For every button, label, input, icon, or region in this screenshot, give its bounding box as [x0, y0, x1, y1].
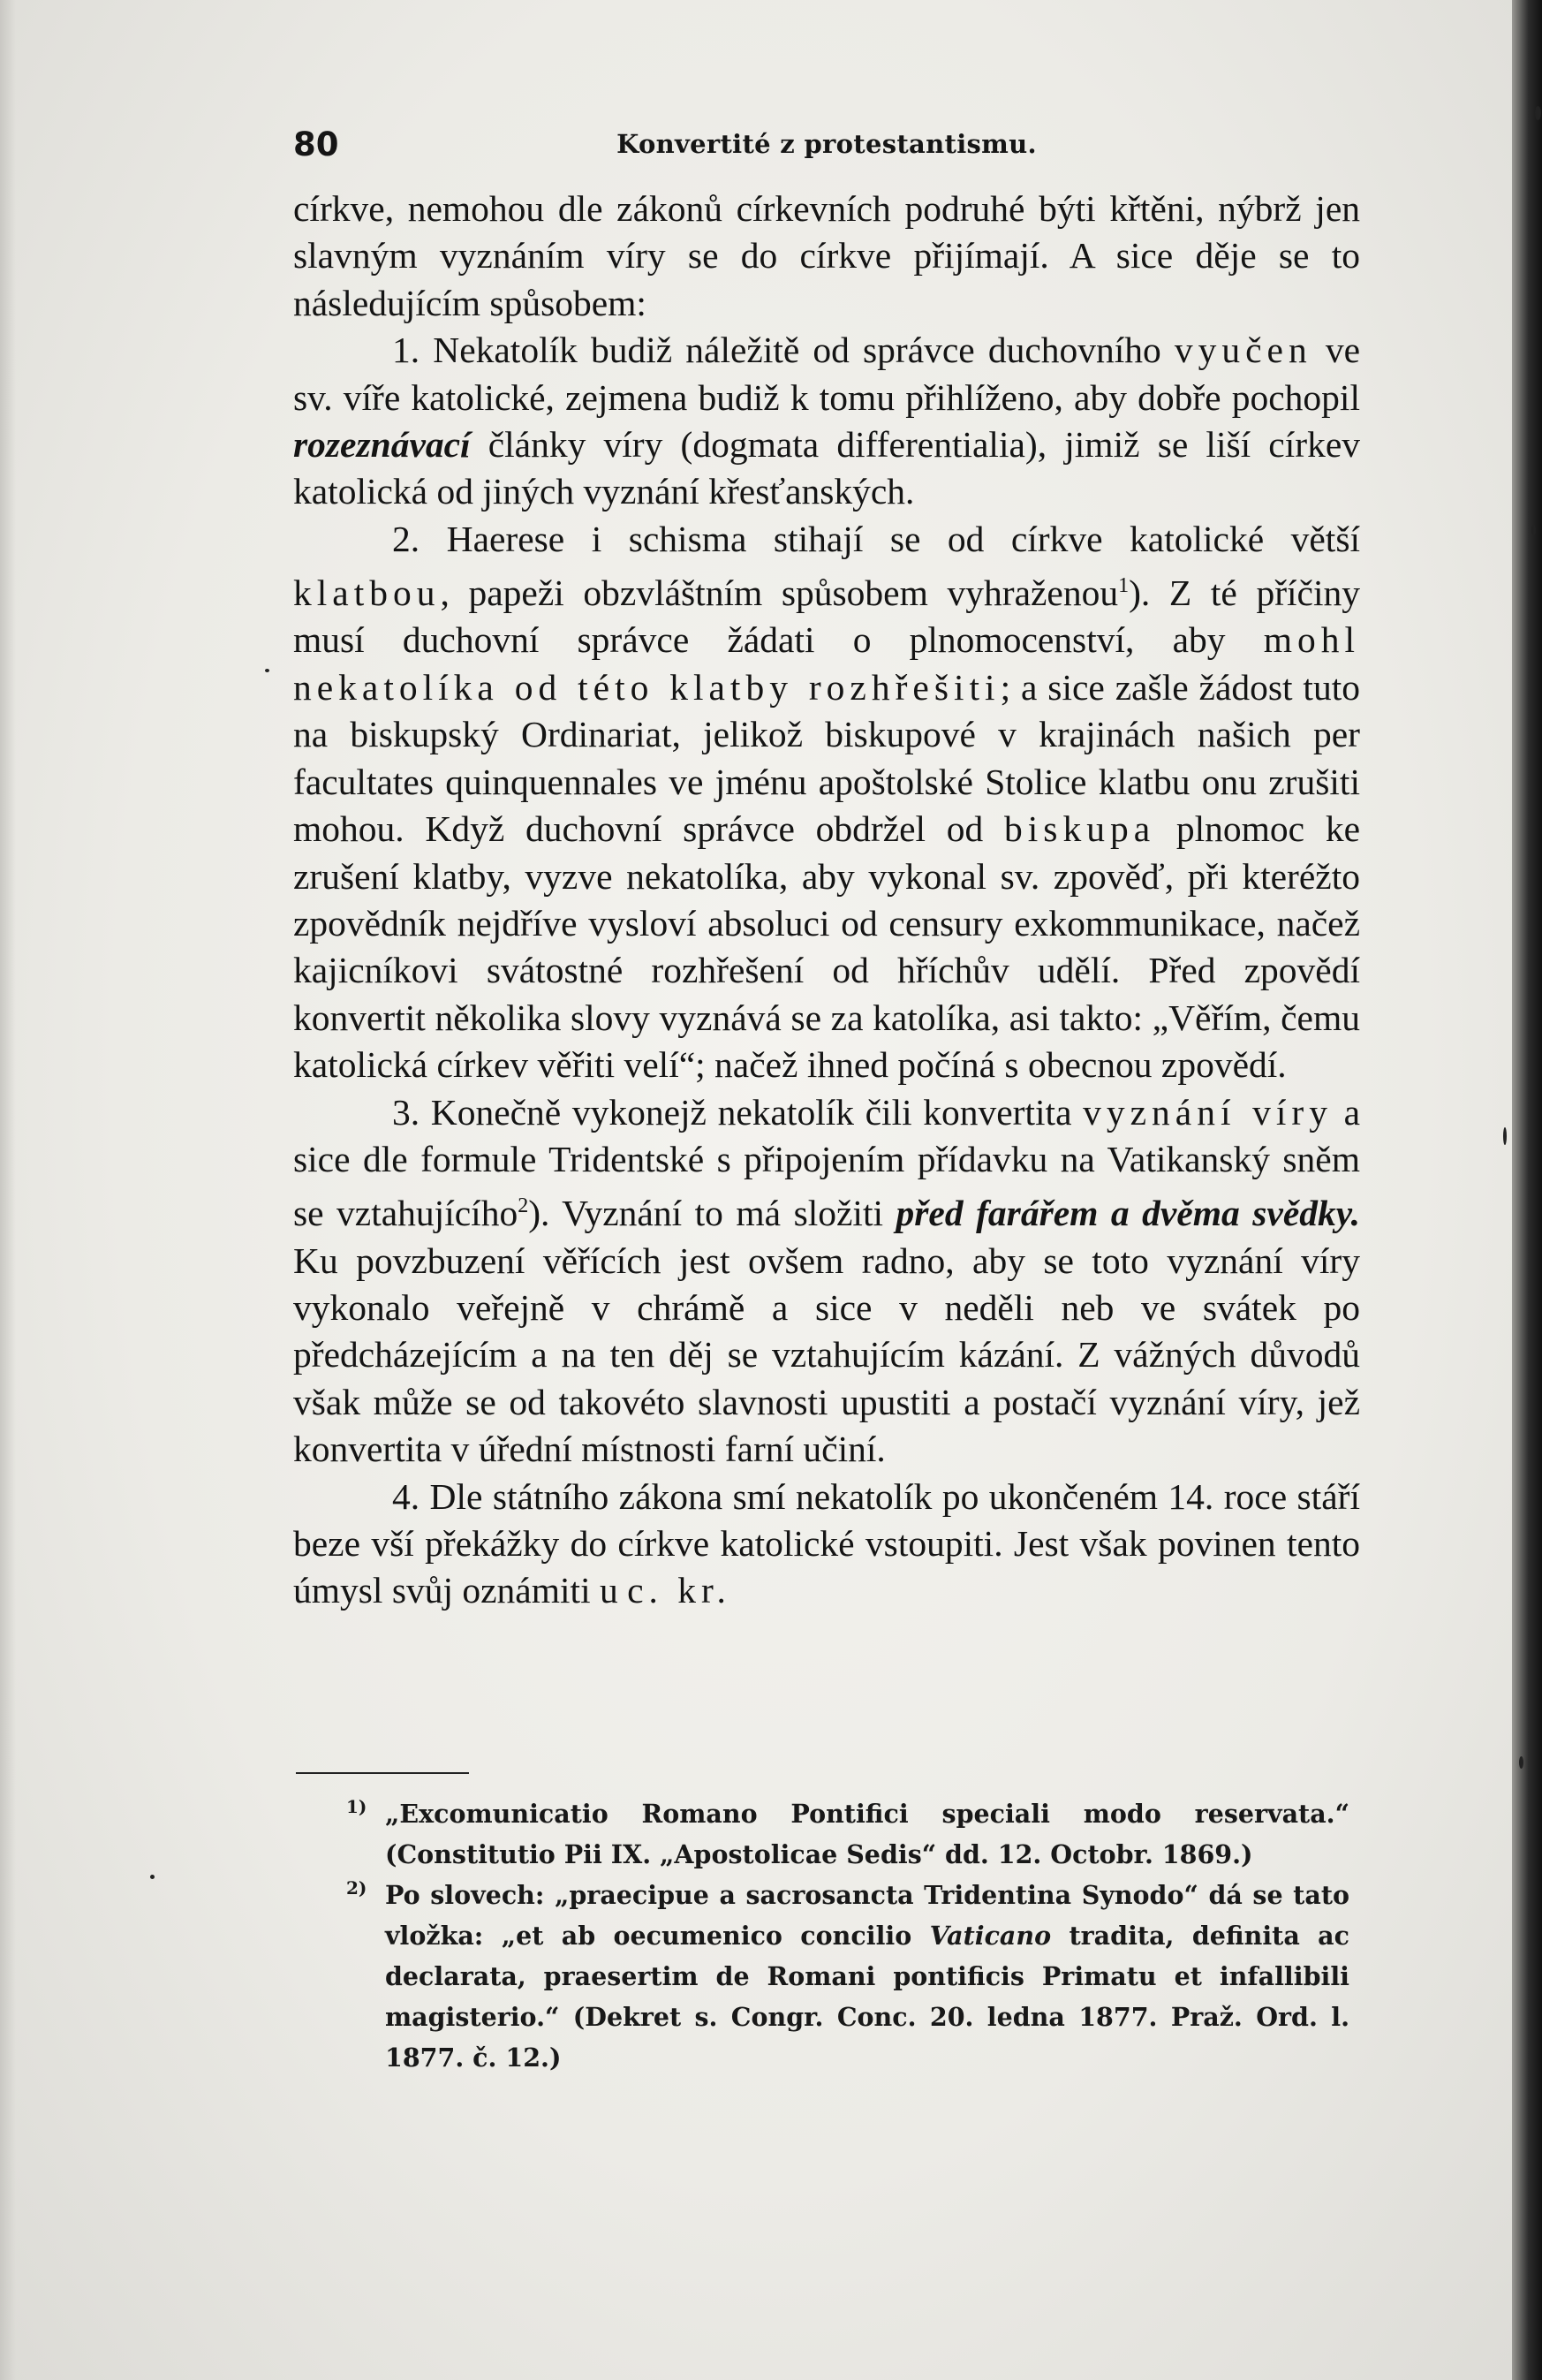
spaced-emphasis: vyučen — [1174, 330, 1312, 371]
footnote-2: 2) Po slovech: „praecipue a sacrosancta Tridentina Synodo“ dá se tato vložka: „et ab oecumenico concilio Vaticano tradita, definita ac declarata, praesertim de Romani pontificis Primatu et infallibili magisterio.“ (Dekret s. Congr. Conc. 20. ledna 1877. Praž. Ord. l. 1877. č. 12.) — [351, 1875, 1349, 2078]
paragraph-item-1: 1. Nekatolík budiž náležitě od správce duchovního vyučen ve sv. víře katolické, zejmena budiž k tomu přihlíženo, aby dobře pochopil rozeznávací články víry (dogmata differentialia), jimiž se liší církev katolická od jiných vyznání křesťanských. — [293, 330, 1361, 512]
footnote-separator — [296, 1772, 469, 1774]
spaced-emphasis: biskupa — [1004, 808, 1156, 850]
page-right-edge — [1512, 0, 1542, 2380]
spaced-emphasis: c. kr. — [627, 1570, 731, 1611]
paragraph-item-3: 3. Konečně vykonejž nekatolík čili konvertita vyznání víry a sice dle formule Tridentské s připojením přídavku na Vatikanský sněm se vztahujícího$^2$). Vyznání to má složiti před farářem a dvěma svědky. Ku povzbuzení věřících jest ovšem radno, aby se toto vyznání víry vykonalo veřejně v chrámě a sice v neděli neb ve svátek po předcházejícím a na ten děj se vztahujícím kázání. Z vážných důvodů však může se od takovéto slavnosti upustiti a postačí vyznání víry, jež konvertita v úřední místnosti farní učiní. — [293, 1091, 1361, 1470]
page-number: 80 — [293, 125, 339, 163]
footnote-ref-2: 2 — [518, 1194, 529, 1218]
footnote-ref-1: 1 — [1118, 574, 1130, 598]
page-header — [293, 124, 1360, 177]
spaced-emphasis: vyznání víry — [1083, 1091, 1333, 1133]
scan-speck — [1503, 1127, 1507, 1145]
scan-speck — [1535, 106, 1541, 120]
page-left-shadow — [0, 0, 16, 2380]
body-text — [293, 186, 1360, 1615]
italic-emphasis: před farářem a dvěma svědky. — [896, 1193, 1361, 1234]
footnote-marker: 2) — [346, 1877, 367, 1899]
italic-emphasis: rozeznávací — [293, 424, 471, 466]
footnote-marker: 1) — [346, 1796, 367, 1817]
footnote-1: 1) „Excomunicatio Romano Pontifici speciali modo reservata.“ (Constitutio Pii IX. „Apostolicae Sedis“ dd. 12. Octobr. 1869.) — [351, 1793, 1349, 1875]
footnotes — [346, 1793, 1349, 2078]
scan-speck — [1519, 1756, 1523, 1769]
paragraph-continuation: církve, nemohou dle zákonů církevních podruhé býti křtěni, nýbrž jen slavným vyznáním víry se do církve přijímají. A sice děje se to následujícím spůsobem: — [293, 188, 1360, 323]
italic-emphasis: Vaticano — [929, 1921, 1052, 1951]
paragraph-item-4: 4. Dle státního zákona smí nekatolík po ukončeném 14. roce stáří beze vší překážky do církve katolické vstoupiti. Jest však povinen tento úmysl svůj oznámiti u c. kr. — [293, 1475, 1360, 1611]
spaced-emphasis: klatbou — [293, 572, 441, 614]
running-title: Konvertité z protestantismu. — [616, 129, 1037, 159]
spaced-emphasis: mohl nekatolíka od této klatby rozhřešiti — [293, 619, 1360, 708]
scan-speck — [1531, 525, 1536, 535]
scan-speck — [265, 669, 269, 672]
paragraph-item-2: 2. Haerese i schisma stihají se od církve katolické větší klatbou, papeži obzvláštním spůsobem vyhraženou$^1$). Z té příčiny musí duchovní správce žádati o plnomocenství, aby mohl nekatolíka od této klatby rozhřešiti; a sice zašle žádost tuto na biskupský Ordinariat, jelikož biskupové v krajinách našich per facultates quinquennales ve jménu apoštolské Stolice klatbu onu zrušiti mohou. Když duchovní správce obdržel od biskupa plnomoc ke zrušení klatby, vyzve nekatolíka, aby vykonal sv. zpověď, při kteréžto zpovědník nejdříve vysloví absoluci od censury exkommunikace, načež kajicníkovi svátostné rozhřešení od hříchův udělí. Před zpovědí konvertit několika slovy vyznává se za katolíka, asi takto: „Věřím, čemu katolická církev věřiti velí“; načež ihned počíná s obecnou zpovědí. — [293, 518, 1360, 1086]
scan-speck — [150, 1875, 155, 1879]
